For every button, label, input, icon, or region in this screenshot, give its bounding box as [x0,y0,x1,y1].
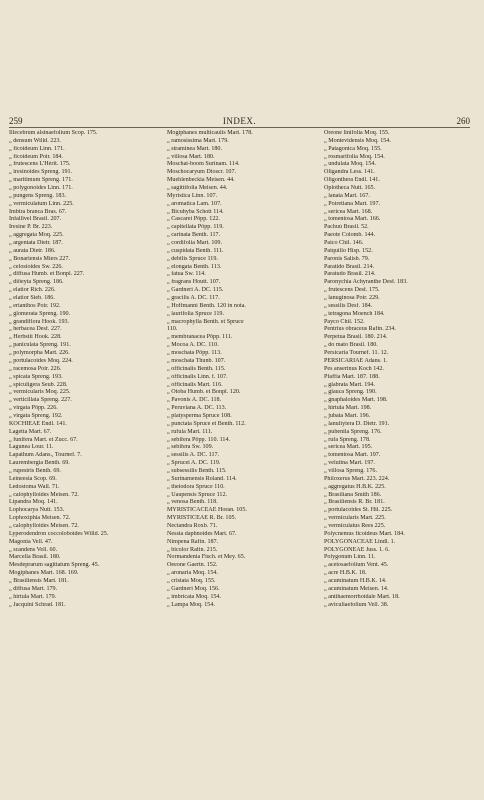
index-entry: „ capitellata Pöpp. 119. [167,224,224,231]
index-entry: „ racemosa Poir. 226. [9,365,62,372]
index-entry: Lophocarya Nutt. 153. [9,507,65,514]
index-entry: Perpetua Brasil. 180. 214. [324,334,388,341]
index-entry: „ aggregatus H.B.K. 225. [324,483,386,490]
index-entry: Lagunea Lour. 11. [9,444,54,451]
index-entry: Lapathum Adans., Tournef. 7. [9,452,82,459]
index-entry: „ theiodora Spruce 110. [167,483,225,490]
index-entry: „ Gardneri Moq. 156. [167,585,220,592]
index-entry: „ macrophylla Benth. et Spruce [167,318,244,325]
index-entry: „ Lampa Moq. 154. [167,601,215,608]
index-entry: „ paniculata Spreng. 191. [9,342,71,349]
index-entry: „ Brasiliensis R. Br. 181. [324,499,385,506]
index-entry: „ acetosaefolium Vent. 45. [324,562,389,569]
index-entry: „ rufa Spreng. 178. [324,436,371,443]
index-entry: „ carinata Benth. 117. [167,232,221,239]
index-entry: „ gnaphaloides Mart. 198. [324,397,388,404]
index-entry: Lophoxiphia Meisen. 72. [9,515,71,522]
index-entry: „ pubenila Spreng. 176. [324,428,382,435]
index-entry: „ sagittifolia Meisen. 44. [167,185,228,192]
index-entry: „ verticillata Spreng. 227. [9,397,72,404]
index-entry: Paiquillo Hisp. 152. [324,247,373,254]
index-entry: „ lanuliyiera D. Dietr. 191. [324,420,390,427]
index-entry: „ Uaupensis Spruce 112. [167,491,228,498]
index-entry: „ jubata Mart. 196. [324,412,371,419]
index-entry: Oeeone Gaertn. 152. [167,562,218,569]
index-entry: „ fatua Sw. 114. [167,271,206,278]
index-entry: „ acuminatum H.B.K. 14. [324,577,387,584]
index-entry: PERSICARIAE Adans. 1. [324,357,388,364]
index-entry: „ aviculiaefolium Vell. 38. [324,601,389,608]
index-entry: MYRISTICACEAE Horan. 105. [167,507,247,514]
index-entry: „ herbacea Desf. 227. [9,326,62,333]
index-entry: 110. [167,326,178,333]
index-entry: „ venosa Benth. 118. [167,499,218,506]
index-entry: „ rosmarifolia Moq. 154. [324,153,385,160]
index-entry: „ elongata Benth. 113. [167,263,222,270]
index-entry: „ Brasiliensis Mart. 181. [9,577,69,584]
index-entry: Moschat-boom Surinam. 114. [167,161,240,168]
index-entry: Normandenia Fisch. et Mey. 65. [167,554,246,561]
index-entry: „ scandens Vell. 60. [9,546,58,553]
index-entry: Illecebrum alsinaefolium Scop. 175. [9,130,98,136]
index-entry: „ tetragona Moench 184. [324,310,385,317]
left-page-number: 259 [9,116,23,126]
index-entry: „ virgata Pöpp. 226. [9,405,58,412]
index-entry: Ledostoma Wall. 71. [9,483,60,490]
index-entry: Pachuú Brasil. 52. [324,224,369,231]
index-entry: „ cristata Moq. 155. [167,577,216,584]
index-entry: Philoxerus Mart. 223. 224. [324,475,390,482]
index-entry: „ do mato Brasil. 180. [324,342,378,349]
index-entry: „ cuspidata Benth. 111. [167,247,224,254]
index-entry: „ Peruviana A. DC. 113. [167,405,227,412]
index-entry: „ ramosissima Mart. 179. [167,137,229,144]
index-entry: „ frutescens L'Hérit. 175. [9,161,71,168]
index-entry: „ lanata Mart. 167. [324,192,370,199]
index-entry: „ Sprucei A. DC. 119. [167,460,221,467]
index-entry: „ imbricata Moq. 154. [167,593,221,600]
index-entry: „ membranacea Pöpp. 111. [167,334,233,341]
index-entry: „ undulata Moq. 154. [324,161,376,168]
index-entry: „ funifera Mart. et Zucc. 67. [9,436,78,443]
index-entry: Persicaria Tournef. 11. 12. [324,350,389,357]
index-entry: „ villosa Mart. 180. [167,153,215,160]
index-entry: „ debilis Spruce 119. [167,255,218,262]
index-entry: „ vermicularis Moq. 225. [9,389,71,396]
index-entry: „ Patagonica Moq. 155. [324,145,382,152]
index-entry: „ Mocoa A. DC. 110. [167,342,219,349]
index-entry: „ Herbstii Hook. 228. [9,334,62,341]
index-entry: „ ficoideum Poir. 184. [9,153,63,160]
index-entry: POLYGONACEAE Lindl. 1. [324,538,396,545]
index-entry: Nessia daphnoides Mart. 67. [167,530,237,537]
index-entry: Marcella Brasil. 180. [9,554,61,561]
index-entry: „ elatior Rich. 226. [9,287,56,294]
index-entry: Paratido Brasil. 214. [324,263,375,270]
index-entry: „ virgata Spreng. 192. [9,412,63,419]
index-entry: „ sessilis A. DC. 117. [167,452,220,459]
index-entry: „ hirtula Mart. 198. [324,405,372,412]
index-entry: „ straminea Mart. 180. [167,145,222,152]
index-entry: „ subsessilis Benth. 115. [167,467,227,474]
index-entry: Oplotheca Nutt. 165. [324,185,376,192]
index-entry: „ bicolor Rafin. 215. [167,546,218,553]
index-entry: „ officinalis Benth. 115. [167,365,226,372]
index-entry: KOCHIEAE Endl. 141. [9,420,67,427]
index-entry: „ portulacoides Moq. 224. [9,357,73,364]
index-entry: „ vermiculatus Rees 225. [324,522,386,529]
index-entry: „ aggregata Moq. 225. [9,232,64,239]
index-entry: Mogiphanes Mart. 168. 169. [9,570,79,577]
index-entry: POLYGONEAE Juss. 1. 6. [324,546,390,553]
index-entry: „ acre H.B.K. 18. [324,570,367,577]
index-entry: „ calophylloides Meisen. 72. [9,491,79,498]
index-entry: Iresine P. Br. 223. [9,224,53,231]
index-entry: „ moschata Pöpp. 113. [167,350,222,357]
index-entry: „ sebifera Sw. 109. [167,444,214,451]
index-entry: Moschocaryum Dioscr. 107. [167,169,237,176]
index-entry: „ glauca Spreng. 190. [324,389,377,396]
index-entry: Imbira branca Bras. 67. [9,208,67,215]
index-entry: Polycnemus ficoideus Mart. 184. [324,530,405,537]
index-entry: „ elatior Sieb. 186. [9,295,55,302]
index-entry: „ spiculigera Seub. 228. [9,381,68,388]
index-entry: „ diöeyta Spreng. 186. [9,279,64,286]
index-entry: „ rupestris Benth. 69. [9,467,61,474]
index-entry: „ Otoba Humb. et Bonpl. 120. [167,389,241,396]
index-entry: Oligonthera Endl. 141. [324,177,380,184]
index-entry: Lagetta Mart. 67. [9,428,52,435]
index-entry: „ officinalis Linn. f. 107. [167,373,228,380]
index-entry: „ grandiflora Hook. 193. [9,318,70,325]
index-entry: „ Bonariensis Miers 227. [9,255,70,262]
index-entry: „ aurata Dietr. 186. [9,247,56,254]
index-entry: „ aronaria Moq. 154. [167,570,218,577]
index-entry: „ Hoffmanni Benth. 120 in nota. [167,302,246,309]
index-entry: „ sericea Mart. 168. [324,208,373,215]
index-entry: „ punctata Spruce et Benth. 112. [167,420,246,427]
index-entry: Nimpena Rafin. 187. [167,538,219,545]
index-entry: „ polygonoides Linn. 171. [9,185,73,192]
index-entry: „ frutescens Desf. 175. [324,287,380,294]
index-entry: Mogiphanes multicaulis Mart. 178. [167,130,253,136]
index-entry: Lyperodendron coccoloboides Willd. 25. [9,530,109,537]
index-entry: Pentrius obraceus Rafin. 234. [324,326,396,333]
index-entry: „ Pavonis A. DC. 118. [167,397,222,404]
index-entry: „ tomentosa Mart. 166. [324,216,381,223]
index-entry: „ villosa Spreng. 176. [324,467,377,474]
index-entry: Leineesia Scop. 69. [9,475,57,482]
index-entry: Magonia Vell. 47. [9,538,53,545]
index-entry: „ hirtula Mart. 179. [9,593,57,600]
index-entry: „ lanuginosa Poir. 229. [324,295,380,302]
index-entry: „ argentata Dietr. 187. [9,240,63,247]
index-entry: „ densum Willd. 223. [9,137,61,144]
index-entry: „ Jacquini Schrad. 181. [9,601,66,608]
index-entry: „ Gardneri A. DC. 115. [167,287,224,294]
index-entry: „ ficoideum Linn. 171. [9,145,65,152]
index-entry: „ pungens Spreng. 183. [9,192,67,199]
index-entry: „ erianthos Poir. 192. [9,302,61,309]
index-entry: „ diffusa Humb. et Bonpl. 227. [9,271,85,278]
index-entry: „ velutina Mart. 197. [324,460,375,467]
index-entry: „ calophylloides Meisen. 72. [9,522,79,529]
index-entry: Polygonum Linn. 11. [324,554,376,561]
index-entry: „ portulacoides St. Hil. 225. [324,507,393,514]
index-entry: „ antihaemorrhoidale Mart. 18. [324,593,400,600]
index-entry: „ diffusa Mart. 179. [9,585,58,592]
index-column-right [324,130,470,609]
index-title: INDEX. [222,116,257,126]
index-entry: Pfaffia Mart. 187. 188. [324,373,380,380]
index-entry: Paico Chil. 146. [324,240,364,247]
index-entry: Infallivel Brasil. 207. [9,216,62,223]
index-entry: Paratudo Brasil. 214. [324,271,376,278]
index-entry: „ aromatica Lam. 107. [167,200,222,207]
index-entry: „ fragrans Houtt. 107. [167,279,221,286]
index-entry: Paeote Colomb. 144. [324,232,376,239]
index-entry: „ rufula Mart. 111. [167,428,213,435]
index-entry: „ officinalis Mart. 116. [167,381,223,388]
index-entry: „ glabrata Mart. 194. [324,381,375,388]
index-entry: Paronis Salisb. 79. [324,255,370,262]
index-entry: „ celosioides Sw. 226. [9,263,63,270]
index-entry: Paronychia Achyranthe Desf. 183. [324,279,408,286]
index-entry: „ Poiretiana Mart. 197. [324,200,381,207]
index-entry: „ iresinoides Spreng. 191. [9,169,73,176]
index-entry: Pes anserinus Koch 142. [324,365,384,372]
index-entry: Lipandra Moq. 141. [9,499,58,506]
index-column-middle [167,130,313,609]
index-entry: Payco Chil. 152. [324,318,365,325]
index-entry: „ vermicularis Mart. 225. [324,515,386,522]
index-entry: „ platysperma Spruce 108. [167,412,232,419]
index-column-left [9,130,155,609]
index-entry: Oreone linifolia Moq. 155. [324,130,390,136]
index-entry: „ laurifolia Spruce 119. [167,310,224,317]
index-entry: „ gracilis A. DC. 117. [167,295,220,302]
index-entry: „ maritimum Spreng. 171. [9,177,73,184]
index-entry: „ moschata Thunb. 107. [167,357,226,364]
index-entry: Oligandra Less. 141. [324,169,375,176]
index-entry: „ sebifera Pöpp. 110. 114. [167,436,231,443]
index-entry: „ Surinamensis Roland. 114. [167,475,237,482]
header-rule [9,127,470,128]
index-entry: „ sericea Mart. 195. [324,444,373,451]
index-entry: „ cordifolia Mart. 109. [167,240,222,247]
index-entry: „ Bicuhyba Schott 114. [167,208,224,215]
index-entry: „ polymorpha Mart. 226. [9,350,70,357]
right-page-number: 260 [456,116,470,126]
index-entry: Myristica Linn. 107. [167,192,218,199]
index-entry: „ Montevidensis Moq. 154. [324,137,391,144]
index-entry: Nectandra Roxb. 71. [167,522,218,529]
index-entry: „ tomentosa Mart. 197. [324,452,381,459]
index-entry: „ Brasiliana Smith 186. [324,491,382,498]
index-entry: „ sessilis Desf. 184. [324,302,373,309]
index-entry: Mesdeprarum sagittatum Spreng. 45. [9,562,100,569]
index-entry: „ spicata Spreng. 193. [9,373,63,380]
index-entry: „ glomerata Spreng. 190. [9,310,71,317]
index-entry: „ Cascarei Pöpp. 122. [167,216,220,223]
index-entry: „ vermiculatum Linn. 225. [9,200,74,207]
index-entry: Laurembergia Benth. 69. [9,460,70,467]
index-entry: MYRISTICEAE R. Br. 105. [167,515,237,522]
index-entry: „ acuminatum Meisen. 14. [324,585,389,592]
index-entry: Muehlenbeckia Meisen. 44. [167,177,235,184]
